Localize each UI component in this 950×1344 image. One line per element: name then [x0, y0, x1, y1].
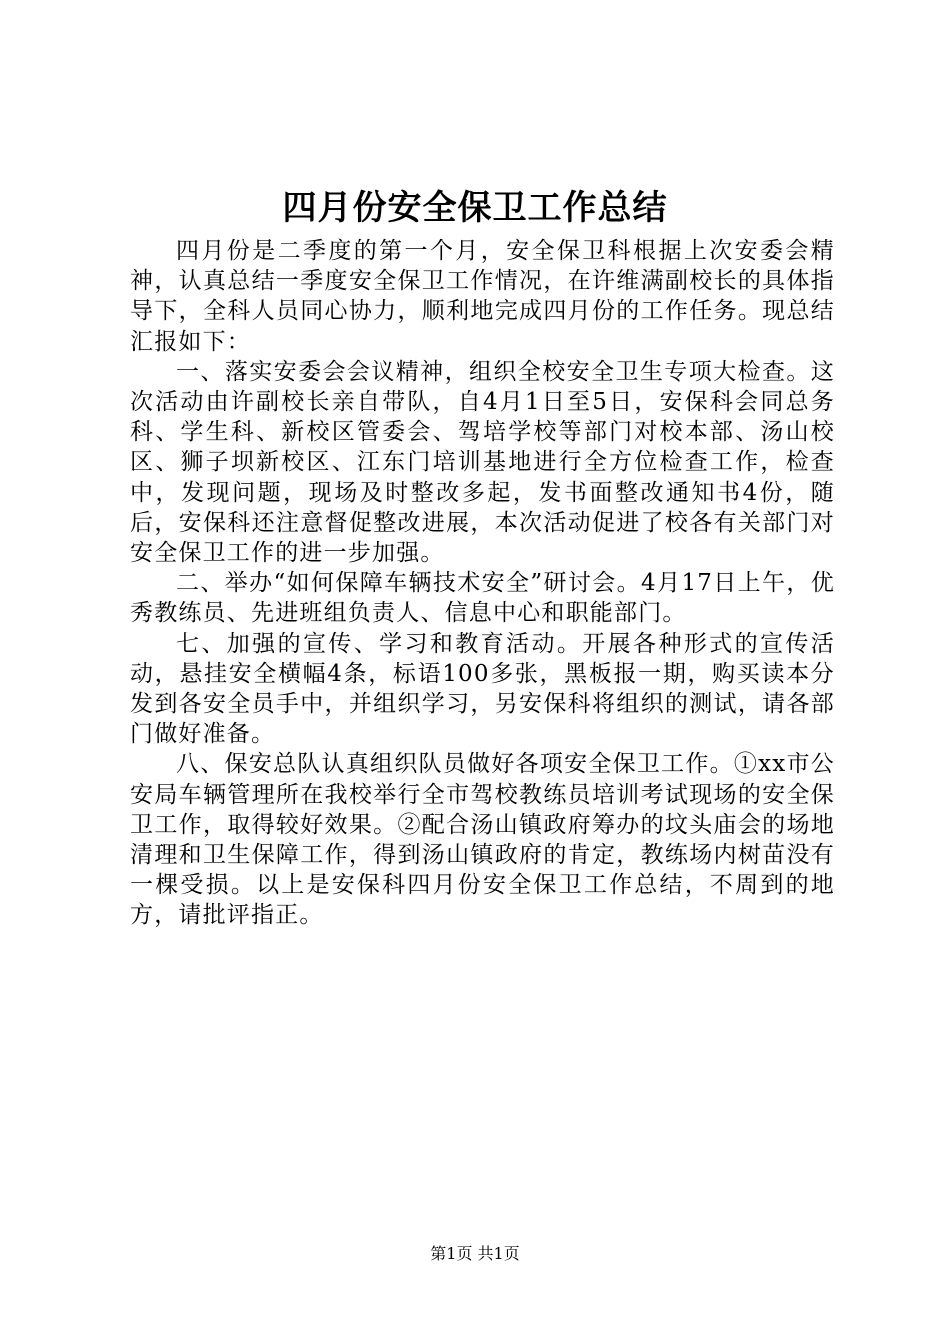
paragraph-section-8: 八、保安总队认真组织队员做好各项安全保卫工作。①xx市公安局车辆管理所在我校举行全市驾校教练员培训考试现场的安全保卫工作，取得较好效果。②配合汤山镇政府筹办的坟头庙会的场地清理和卫生保障工作，得到汤山镇政府的肯定，教练场内树苗没有一棵受损。以上是安保科四月份安全保卫工作总结，不周到的地方，请批评指正。	[130, 751, 835, 929]
page-footer: 第1页 共1页	[430, 1244, 520, 1263]
paragraph-section-2: 二、举办“如何保障车辆技术安全”研讨会。4月17日上午，优秀教练员、先进班组负责人、信息中心和职能部门。	[130, 570, 835, 627]
document-body	[130, 236, 835, 931]
paragraph-intro: 四月份是二季度的第一个月，安全保卫科根据上次安委会精神，认真总结一季度安全保卫工作情况，在许维满副校长的具体指导下，全科人员同心协力，顺利地完成四月份的工作任务。现总结汇报如下：	[130, 238, 835, 355]
paragraph-section-7: 七、加强的宣传、学习和教育活动。开展各种形式的宣传活动，悬挂安全横幅4条，标语100多张，黑板报一期，购买读本分发到各安全员手中，并组织学习，另安保科将组织的测试，请各部门做好准备。	[130, 630, 835, 748]
paragraph-section-1: 一、落实安委会会议精神，组织全校安全卫生专项大检查。这次活动由许副校长亲自带队，自4月1日至5日，安保科会同总务科、学生科、新校区管委会、驾培学校等部门对校本部、汤山校区、狮子坝新校区、江东门培训基地进行全方位检查工作，检查中，发现问题，现场及时整改多起，发书面整改通知书4份，随后，安保科还注意督促整改进展，本次活动促进了校各有关部门对安全保卫工作的进一步加强。	[130, 358, 835, 567]
document-title: 四月份安全保卫工作总结	[282, 188, 668, 228]
